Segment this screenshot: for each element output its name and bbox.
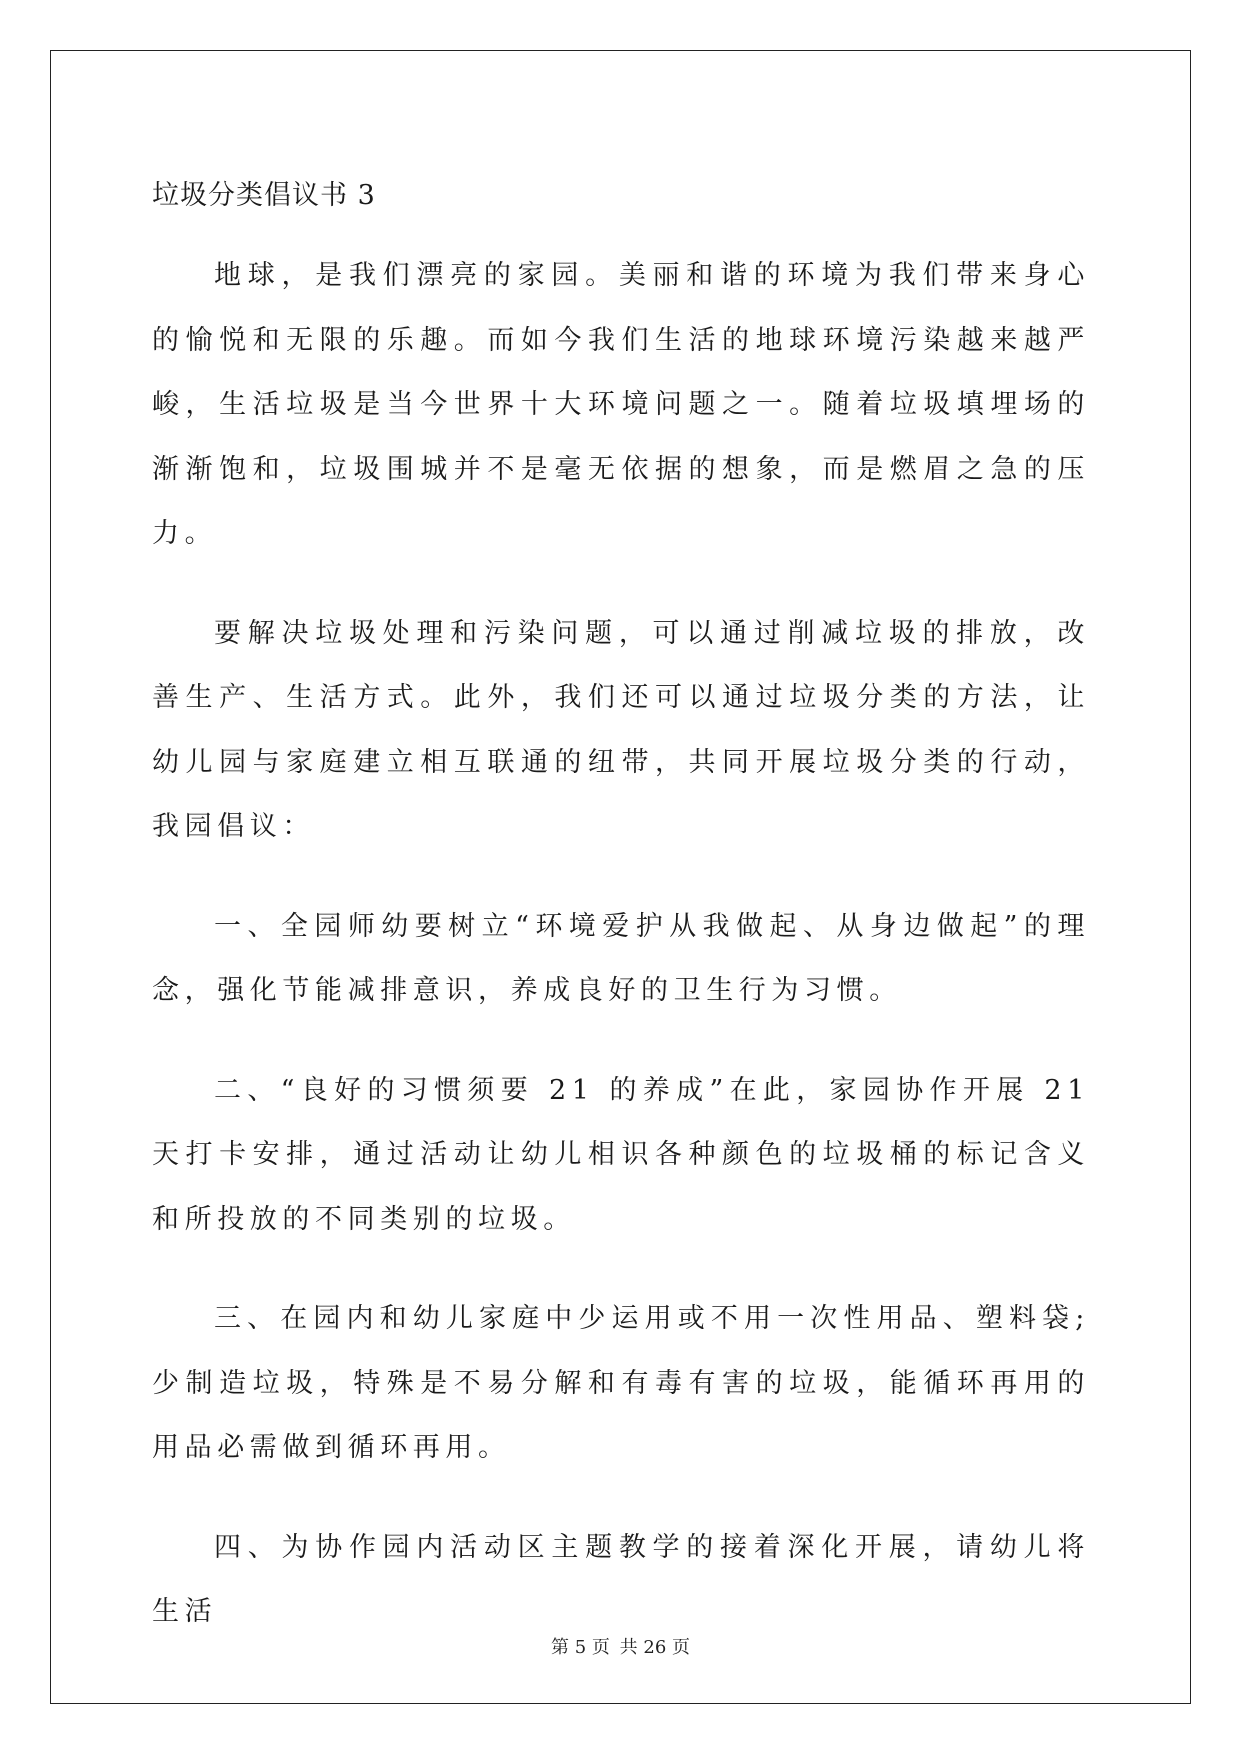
paragraph-5: 三、在园内和幼儿家庭中少运用或不用一次性用品、塑料袋;少制造垃圾，特殊是不易分解和有毒有害的垃圾，能循环再用的用品必需做到循环再用。 <box>152 1303 1090 1463</box>
document-body <box>152 164 1090 1645</box>
current-page-label: 第 5 页 <box>551 1637 610 1658</box>
paragraph-1: 地球，是我们漂亮的家园。美丽和谐的环境为我们带来身心的愉悦和无限的乐趣。而如今我们生活的地球环境污染越来越严峻，生活垃圾是当今世界十大环境问题之一。随着垃圾填埋场的渐渐饱和，垃圾围城并不是毫无依据的想象，而是燃眉之急的压力。 <box>152 260 1090 549</box>
total-pages-label: 共 26 页 <box>619 1637 690 1658</box>
paragraph-4: 二、“良好的习惯须要 21 的养成”在此，家园协作开展 21 天打卡安排，通过活动让幼儿相识各种颜色的垃圾桶的标记含义和所投放的不同类别的垃圾。 <box>152 1074 1090 1235</box>
paragraph-3: 一、全园师幼要树立“环境爱护从我做起、从身边做起”的理念，强化节能减排意识，养成良好的卫生行为习惯。 <box>152 910 1090 1006</box>
document-title: 垃圾分类倡议书 3 <box>152 180 376 211</box>
paragraph-2: 要解决垃圾处理和污染问题，可以通过削减垃圾的排放，改善生产、生活方式。此外，我们还可以通过垃圾分类的方法，让幼儿园与家庭建立相互联通的纽带，共同开展垃圾分类的行动，我园倡议： <box>152 617 1090 842</box>
paragraph-6: 四、为协作园内活动区主题教学的接着深化开展，请幼儿将生活 <box>152 1531 1090 1627</box>
page-footer <box>0 1633 1241 1659</box>
